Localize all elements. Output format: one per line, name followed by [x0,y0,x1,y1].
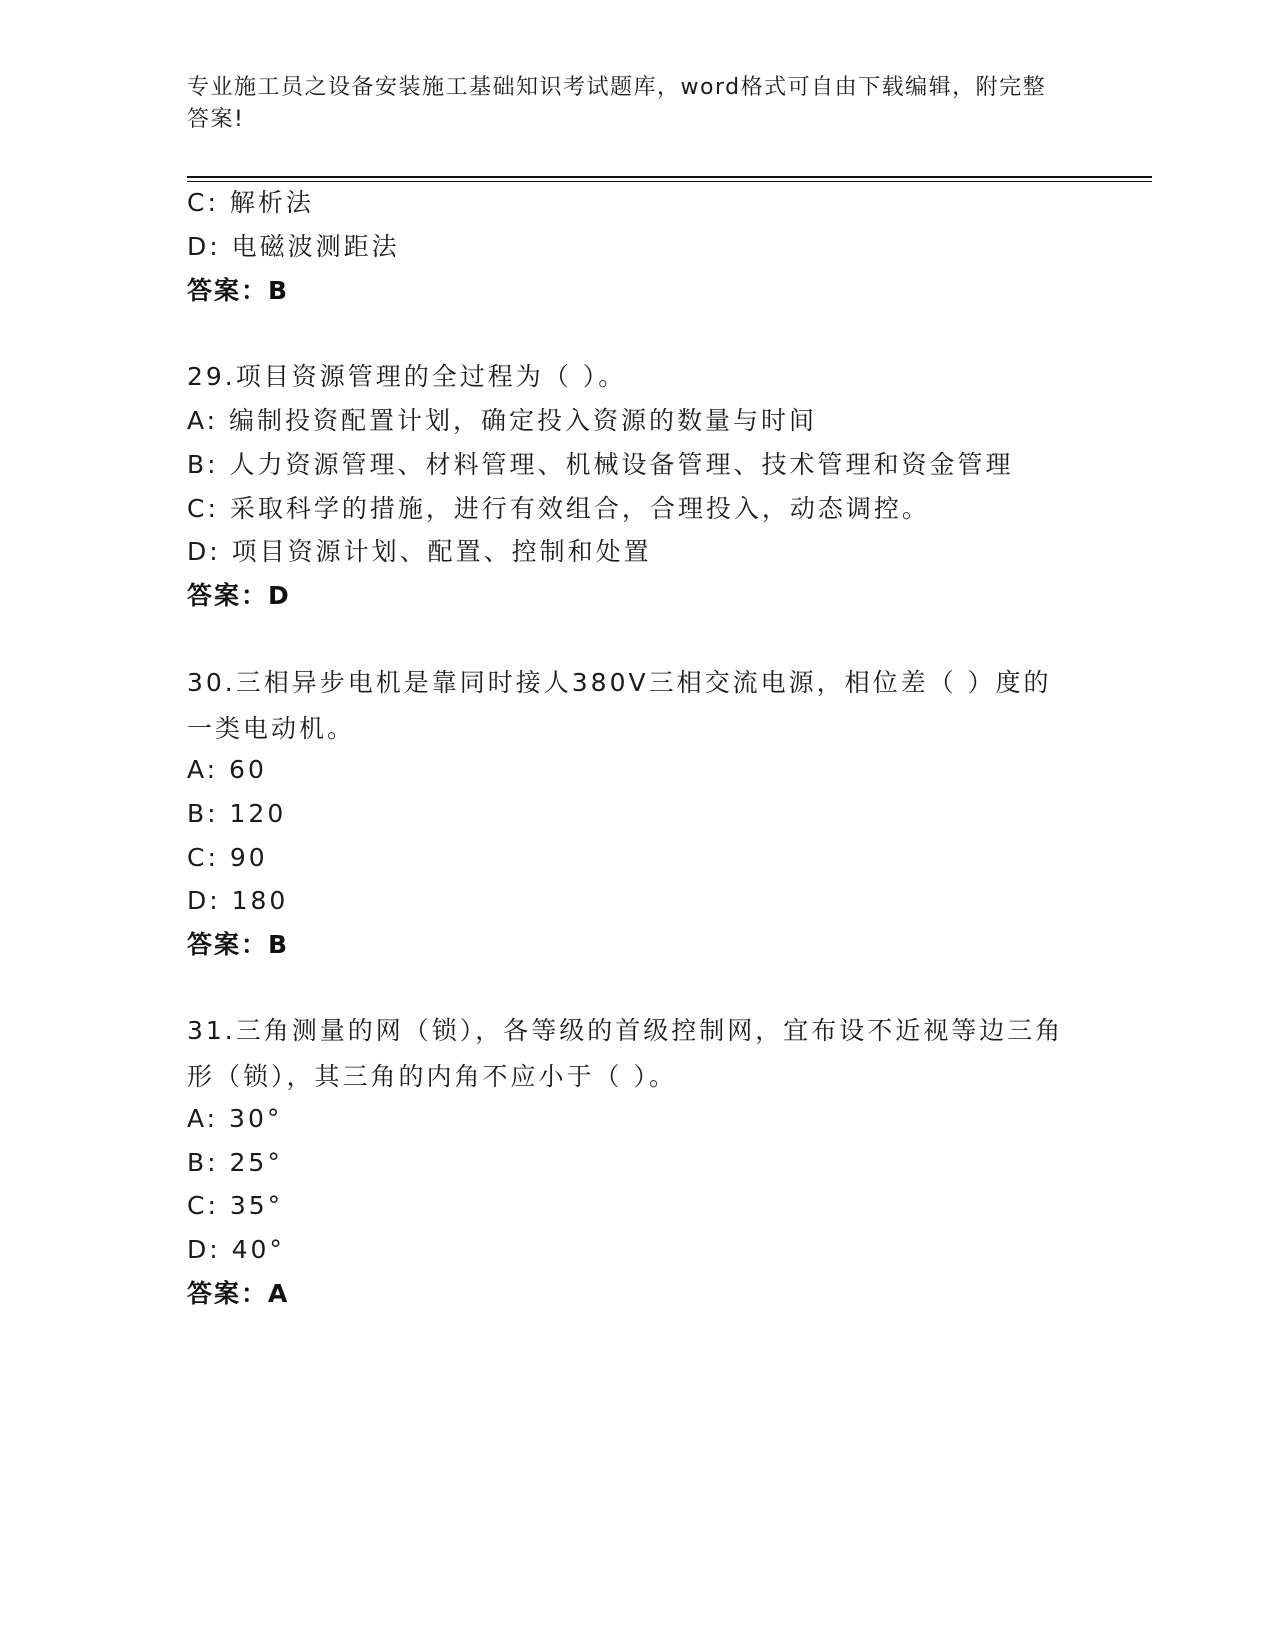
answer-label: 答案：B [187,930,290,959]
option-b: B: 25° [187,1148,283,1177]
answer-label: 答案：B [187,276,290,305]
question-stem: 29.项目资源管理的全过程为（ ）。 [187,362,627,391]
option-d: D: 电磁波测距法 [187,232,400,261]
option-c: C: 解析法 [187,188,314,217]
option-b: B: 人力资源管理、材料管理、机械设备管理、技术管理和资金管理 [187,450,1014,479]
option-d: D: 项目资源计划、配置、控制和处置 [187,537,652,566]
answer-label: 答案：A [187,1279,290,1308]
page-header-title: 专业施工员之设备安装施工基础知识考试题库，word格式可自由下载编辑，附完整答案! [187,75,1047,132]
option-d: D: 180 [187,886,289,915]
option-c: C: 90 [187,843,268,872]
question-stem: 31.三角测量的网（锁），各等级的首级控制网，宜布设不近视等边三角形（锁），其三角的内角不应小于（ ）。 [187,1016,1064,1091]
option-a: A: 编制投资配置计划，确定投入资源的数量与时间 [187,406,818,435]
question-stem: 30.三相异步电机是靠同时接人380V三相交流电源，相位差（ ）度的一类电动机。 [187,668,1052,743]
option-c: C: 采取科学的措施，进行有效组合，合理投入，动态调控。 [187,494,930,523]
answer-label: 答案：D [187,581,291,610]
option-b: B: 120 [187,799,287,828]
option-a: A: 30° [187,1104,283,1133]
option-c: C: 35° [187,1191,284,1220]
option-a: A: 60 [187,755,267,784]
option-d: D: 40° [187,1235,285,1264]
